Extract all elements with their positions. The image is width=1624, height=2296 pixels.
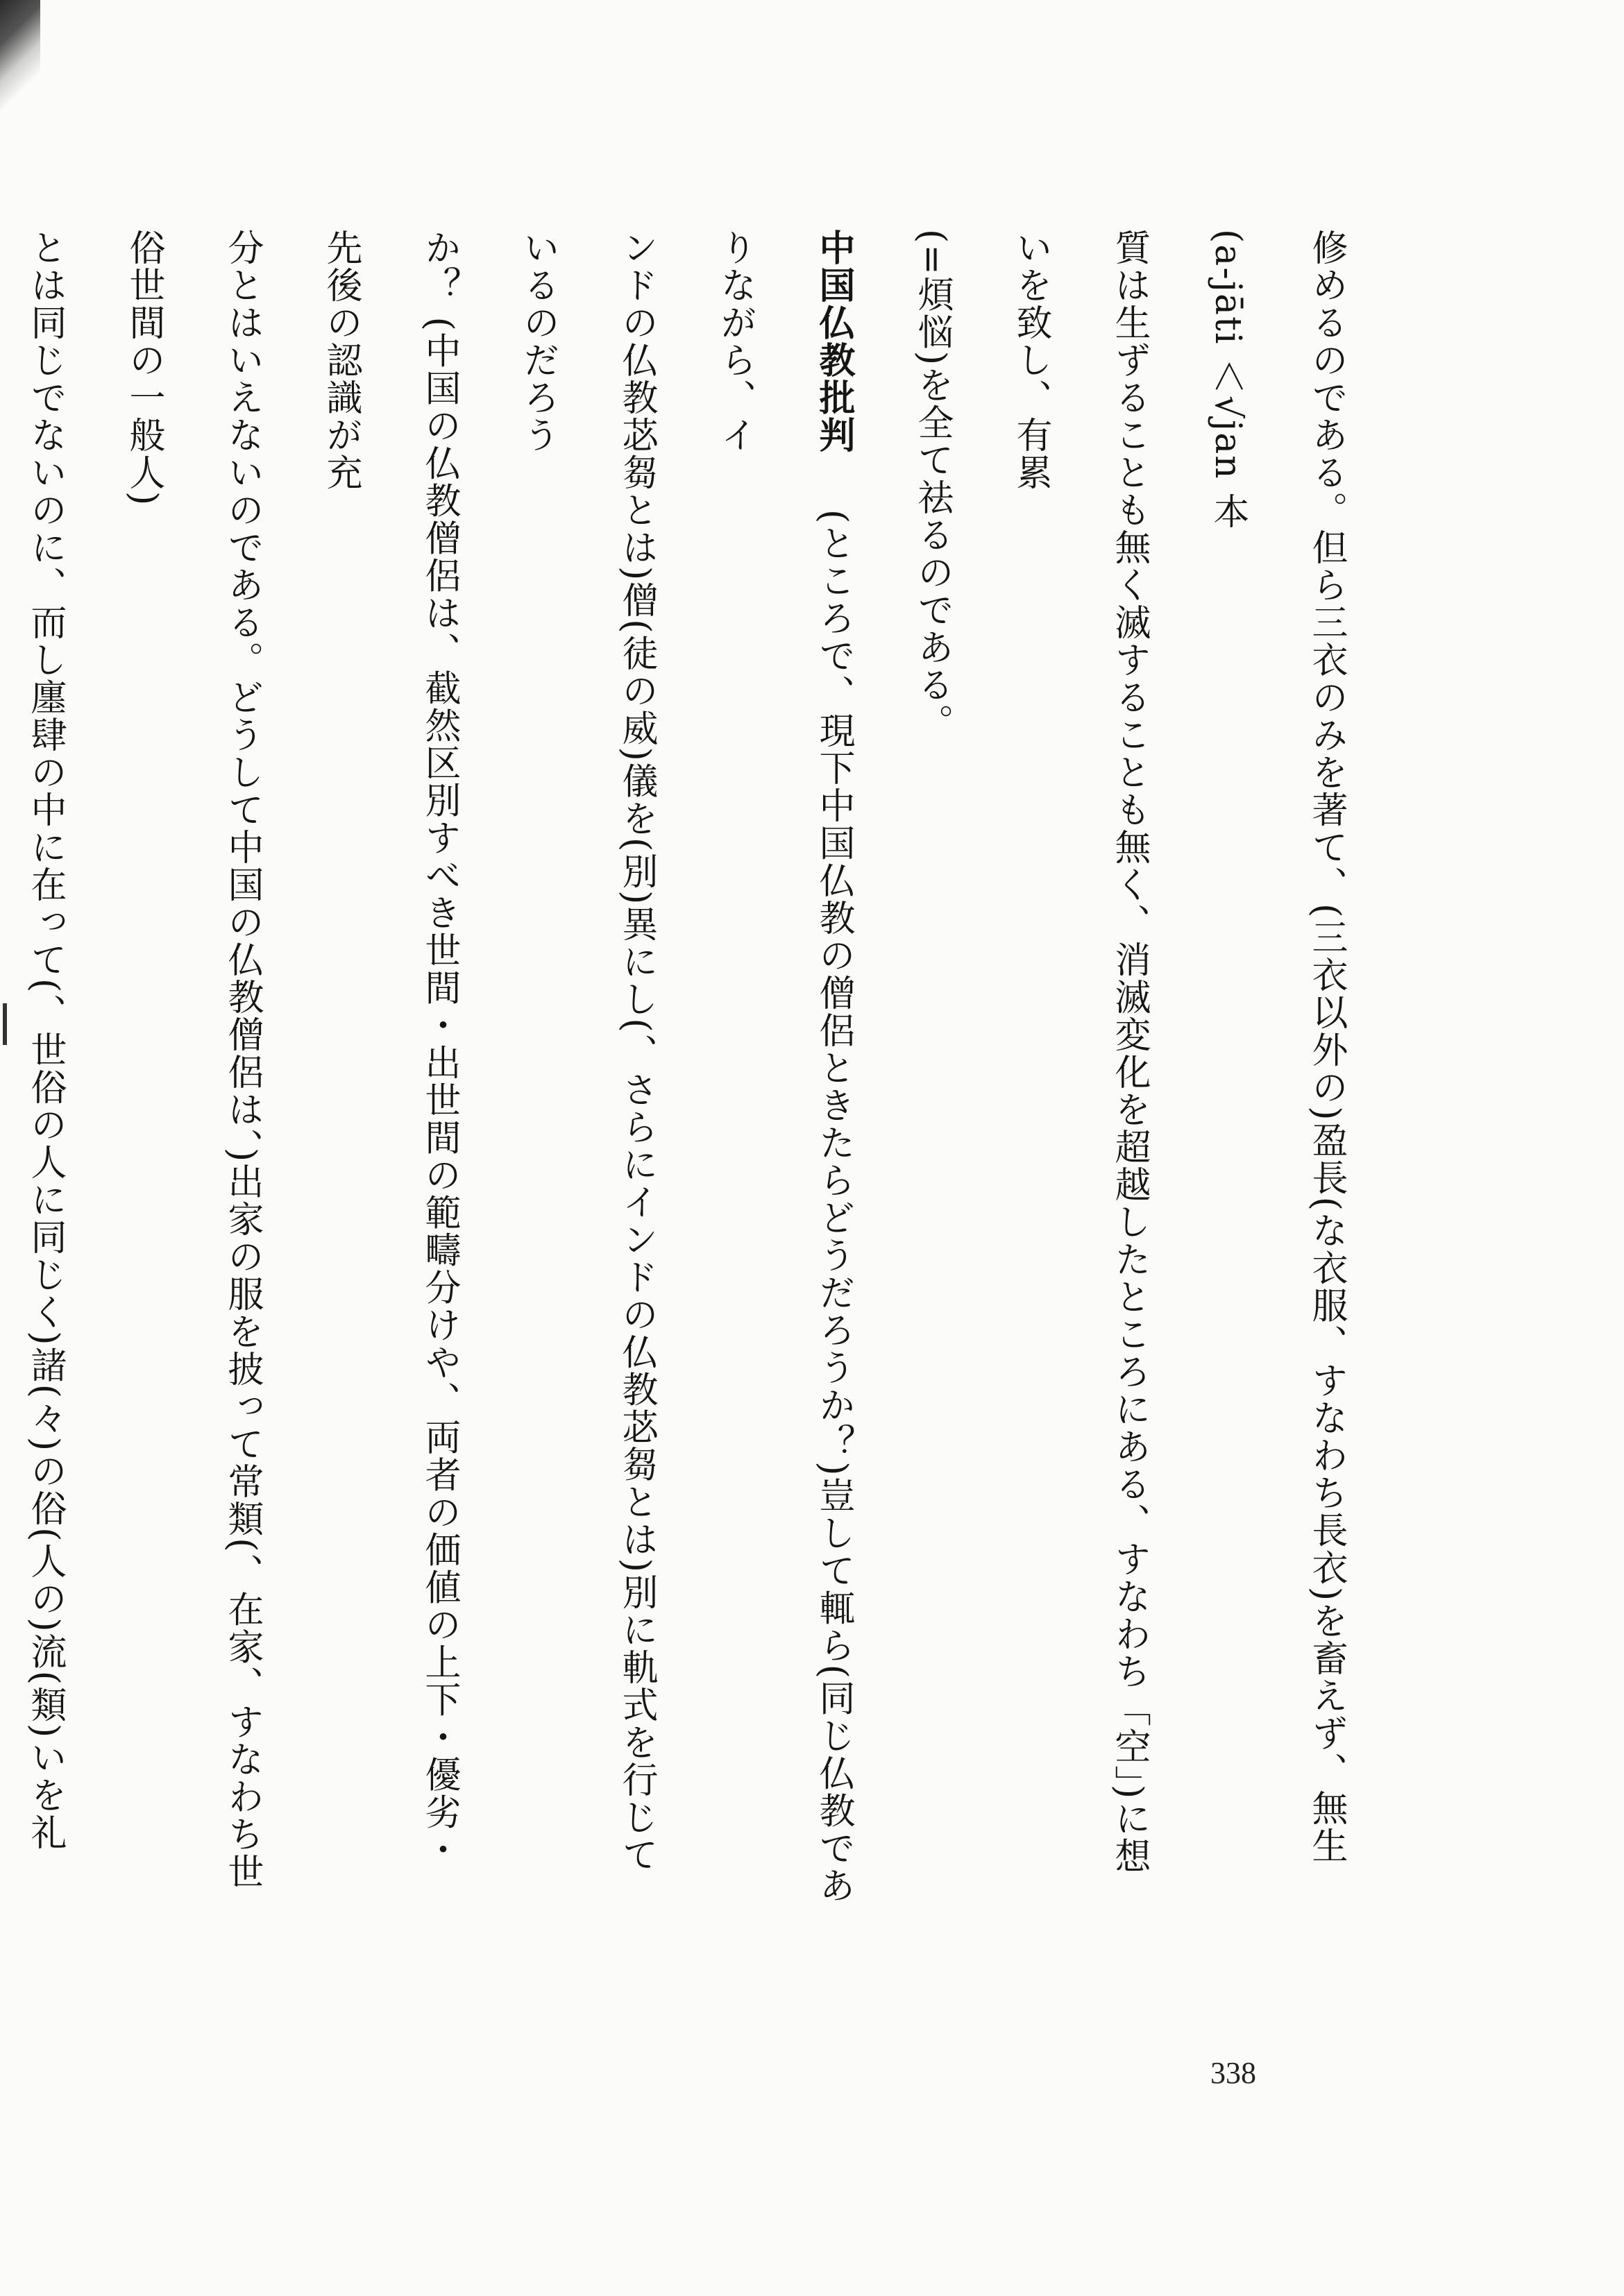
text-line: とは同じでないのに、而し廛肆の中に在って(、世俗の人に同じく)諸(々)の俗(人の)流(類)いを礼 xyxy=(24,229,66,1852)
text-line-with-heading xyxy=(686,229,883,1905)
text-line: (=煩悩)を全て祛るのである。 xyxy=(911,229,953,742)
page-number: 338 xyxy=(1210,2056,1256,2090)
scan-edge-shadow xyxy=(0,0,40,111)
text-line-body: (ところで、現下中国仏教の僧侶ときたらどうだろうか？)豈して輒ら(同じ仏教でありながら、イ xyxy=(714,229,854,1905)
text-line: 質は生ずることも無く滅することも無く、消滅変化を超越したところにある、すなわち「空」)に想いを致し、有累 xyxy=(1010,229,1150,1876)
text-line: か？ (中国の仏教僧侶は、截然区別すべき世間・出世間の範疇分けや、両者の価値の上下・優劣・先後の認識が充 xyxy=(320,229,460,1869)
section-heading: 中国仏教批判 xyxy=(813,229,854,454)
text-line: 分とはいえないのである。どうして中国の仏教僧侶は、)出家の服を披って常類(、在家、すなわち世俗世間の一般人) xyxy=(123,229,263,1891)
text-line: 修めるのである。但ら三衣のみを著て、(三衣以外の)盈長(な衣服、すなわち長衣)を畜えず、無生(a-jāti ＜√jan 本 xyxy=(1207,229,1347,1865)
vertical-text-body xyxy=(0,229,1376,1905)
text-line: ンドの仏教苾芻とは)僧(徒の威)儀を(別)異にし(、さらにインドの仏教苾芻とは)別に軌式を行じているのだろう xyxy=(517,229,657,1874)
